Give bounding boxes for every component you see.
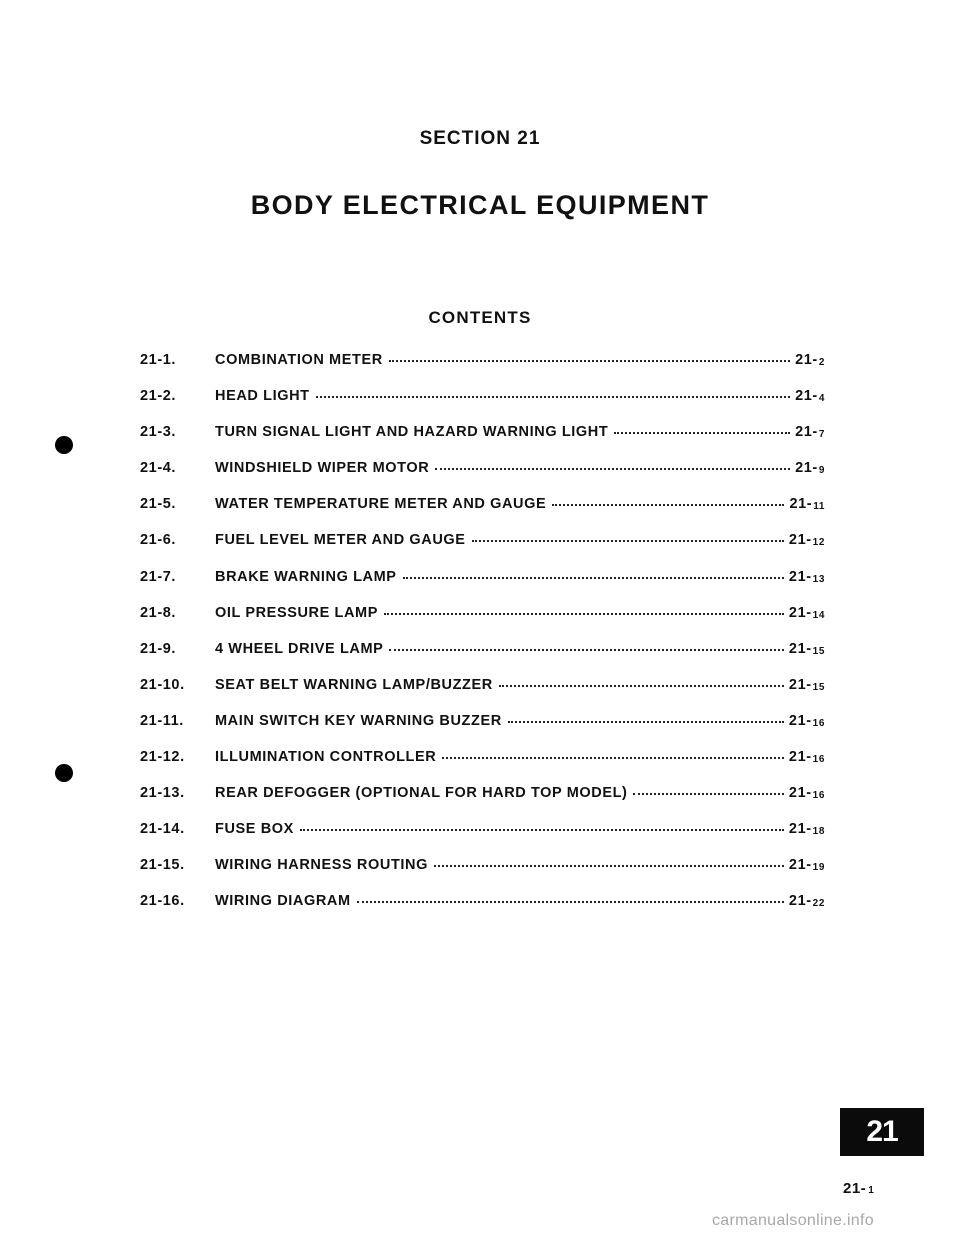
toc-dot-leader	[389, 354, 790, 364]
toc-dot-leader	[403, 571, 784, 581]
toc-entry-page	[789, 785, 825, 801]
toc-entry-page-sub: 2	[818, 357, 825, 368]
toc-entry-title: MAIN SWITCH KEY WARNING BUZZER	[215, 712, 502, 729]
toc-entry-page-sub: 16	[812, 754, 825, 766]
toc-entry-number: 21-6.	[140, 532, 177, 549]
toc-entry-page-main: 21-	[788, 893, 812, 910]
toc-entry-16[interactable]	[140, 893, 825, 929]
toc-entry-page-main: 21-	[795, 460, 818, 477]
binder-hole-icon	[55, 436, 73, 454]
toc-entry-page-main: 21-	[788, 785, 812, 802]
toc-entry-number: 21-15.	[140, 857, 185, 874]
toc-entry-page	[789, 893, 825, 909]
toc-entry-number: 21-1.	[140, 352, 177, 368]
toc-entry-15[interactable]	[140, 857, 825, 893]
toc-entry-12[interactable]	[140, 749, 825, 785]
toc-entry-page	[789, 641, 825, 657]
section-heading: SECTION 21	[419, 128, 541, 149]
table-of-contents	[140, 352, 825, 930]
toc-entry-number: 21-10.	[140, 676, 185, 693]
toc-entry-page-sub: 22	[812, 898, 825, 910]
toc-entry-number: 21-4.	[140, 460, 177, 477]
toc-dot-leader	[499, 679, 784, 689]
toc-entry-title: WIRING HARNESS ROUTING	[215, 857, 428, 874]
toc-entry-page-sub: 18	[812, 826, 825, 838]
toc-entry-page	[789, 821, 825, 837]
toc-entry-page	[795, 424, 825, 440]
toc-dot-leader	[434, 859, 784, 869]
toc-entry-page-sub: 16	[812, 717, 825, 729]
toc-entry-page-main: 21-	[788, 532, 812, 549]
toc-dot-leader	[508, 715, 784, 725]
toc-entry-title: TURN SIGNAL LIGHT AND HAZARD WARNING LIGHT	[215, 424, 609, 441]
toc-entry-number: 21-5.	[140, 496, 177, 513]
section-tab-marker: 21	[840, 1108, 924, 1156]
section-title: BODY ELECTRICAL EQUIPMENT	[250, 190, 710, 220]
toc-entry-page-main: 21-	[795, 388, 818, 405]
toc-entry-title: REAR DEFOGGER (OPTIONAL FOR HARD TOP MODEL)	[215, 785, 628, 802]
toc-entry-page-sub: 16	[812, 790, 825, 802]
toc-entry-14[interactable]	[140, 821, 825, 857]
toc-entry-page-sub: 19	[812, 862, 825, 874]
toc-dot-leader	[633, 787, 783, 797]
toc-entry-5[interactable]	[140, 496, 825, 532]
toc-entry-page	[789, 749, 825, 765]
toc-dot-leader	[435, 462, 790, 472]
binder-hole-icon	[55, 764, 73, 782]
toc-dot-leader	[552, 498, 784, 508]
toc-dot-leader	[389, 643, 783, 653]
toc-entry-page-sub: 11	[813, 501, 825, 513]
toc-entry-page-sub: 13	[812, 573, 825, 585]
toc-entry-page	[795, 388, 825, 404]
toc-entry-page-main: 21-	[788, 712, 812, 729]
toc-dot-leader	[316, 390, 790, 400]
page-number-sub: 1	[868, 1185, 875, 1196]
toc-entry-page	[789, 677, 825, 693]
toc-entry-4[interactable]	[140, 460, 825, 496]
toc-dot-leader	[614, 426, 790, 436]
toc-entry-page-main: 21-	[789, 496, 813, 513]
toc-entry-number: 21-3.	[140, 424, 177, 441]
toc-entry-6[interactable]	[140, 532, 825, 568]
toc-entry-page-sub: 12	[812, 537, 825, 549]
toc-entry-title: BRAKE WARNING LAMP	[215, 568, 397, 585]
toc-entry-page-main: 21-	[795, 424, 818, 441]
toc-entry-8[interactable]	[140, 605, 825, 641]
page-number-main: 21-	[843, 1180, 867, 1197]
toc-entry-9[interactable]	[140, 641, 825, 677]
toc-entry-3[interactable]	[140, 424, 825, 460]
toc-entry-page-sub: 9	[818, 465, 825, 477]
toc-entry-number: 21-16.	[140, 893, 185, 910]
toc-entry-title: ILLUMINATION CONTROLLER	[215, 749, 437, 766]
toc-entry-page-main: 21-	[788, 821, 812, 838]
toc-entry-number: 21-12.	[140, 749, 185, 766]
toc-entry-13[interactable]	[140, 785, 825, 821]
toc-entry-10[interactable]	[140, 677, 825, 713]
toc-entry-page-main: 21-	[788, 568, 812, 585]
toc-entry-page-sub: 14	[812, 609, 825, 621]
toc-entry-number: 21-9.	[140, 640, 177, 657]
toc-entry-page-main: 21-	[788, 604, 812, 621]
toc-entry-page-main: 21-	[788, 676, 812, 693]
toc-entry-11[interactable]	[140, 713, 825, 749]
toc-entry-title: 4 WHEEL DRIVE LAMP	[215, 640, 384, 657]
toc-entry-title: FUEL LEVEL METER AND GAUGE	[215, 532, 466, 549]
toc-entry-title: WIRING DIAGRAM	[215, 893, 351, 910]
toc-entry-page-sub: 15	[812, 645, 825, 657]
toc-entry-1[interactable]	[140, 352, 825, 388]
toc-entry-page	[795, 460, 825, 476]
toc-entry-number: 21-7.	[140, 568, 177, 585]
toc-entry-page-sub: 15	[812, 681, 825, 693]
toc-entry-page-main: 21-	[788, 749, 812, 766]
toc-entry-7[interactable]	[140, 569, 825, 605]
toc-dot-leader	[300, 823, 784, 833]
watermark: carmanualsonline.info	[712, 1212, 874, 1229]
toc-entry-title: HEAD LIGHT	[215, 388, 310, 405]
toc-dot-leader	[472, 534, 784, 544]
toc-entry-number: 21-2.	[140, 388, 177, 405]
toc-entry-page	[789, 569, 825, 585]
toc-entry-title: OIL PRESSURE LAMP	[215, 604, 379, 621]
toc-entry-title: WINDSHIELD WIPER MOTOR	[215, 460, 430, 477]
toc-entry-title: FUSE BOX	[215, 821, 294, 838]
toc-entry-page	[789, 532, 825, 548]
toc-entry-page-main: 21-	[788, 857, 812, 874]
toc-dot-leader	[357, 895, 784, 905]
toc-entry-page-main: 21-	[788, 640, 812, 657]
toc-entry-number: 21-14.	[140, 821, 185, 838]
toc-dot-leader	[384, 607, 784, 617]
toc-entry-2[interactable]	[140, 388, 825, 424]
contents-heading: CONTENTS	[428, 308, 532, 327]
toc-entry-title: SEAT BELT WARNING LAMP/BUZZER	[215, 676, 493, 693]
toc-entry-number: 21-13.	[140, 785, 185, 802]
toc-entry-page	[795, 352, 825, 368]
toc-entry-page-main: 21-	[795, 352, 818, 368]
toc-dot-leader	[442, 751, 784, 761]
toc-entry-page	[789, 857, 825, 873]
page-number	[843, 1180, 874, 1197]
toc-entry-page	[789, 496, 825, 512]
toc-entry-title: WATER TEMPERATURE METER AND GAUGE	[215, 496, 547, 513]
toc-entry-page	[789, 605, 825, 621]
toc-entry-number: 21-11.	[140, 712, 184, 729]
toc-entry-title: COMBINATION METER	[215, 352, 383, 368]
toc-entry-page	[789, 713, 825, 729]
toc-entry-page-sub: 7	[818, 429, 825, 441]
toc-entry-page-sub: 4	[818, 393, 825, 405]
toc-entry-number: 21-8.	[140, 604, 177, 621]
